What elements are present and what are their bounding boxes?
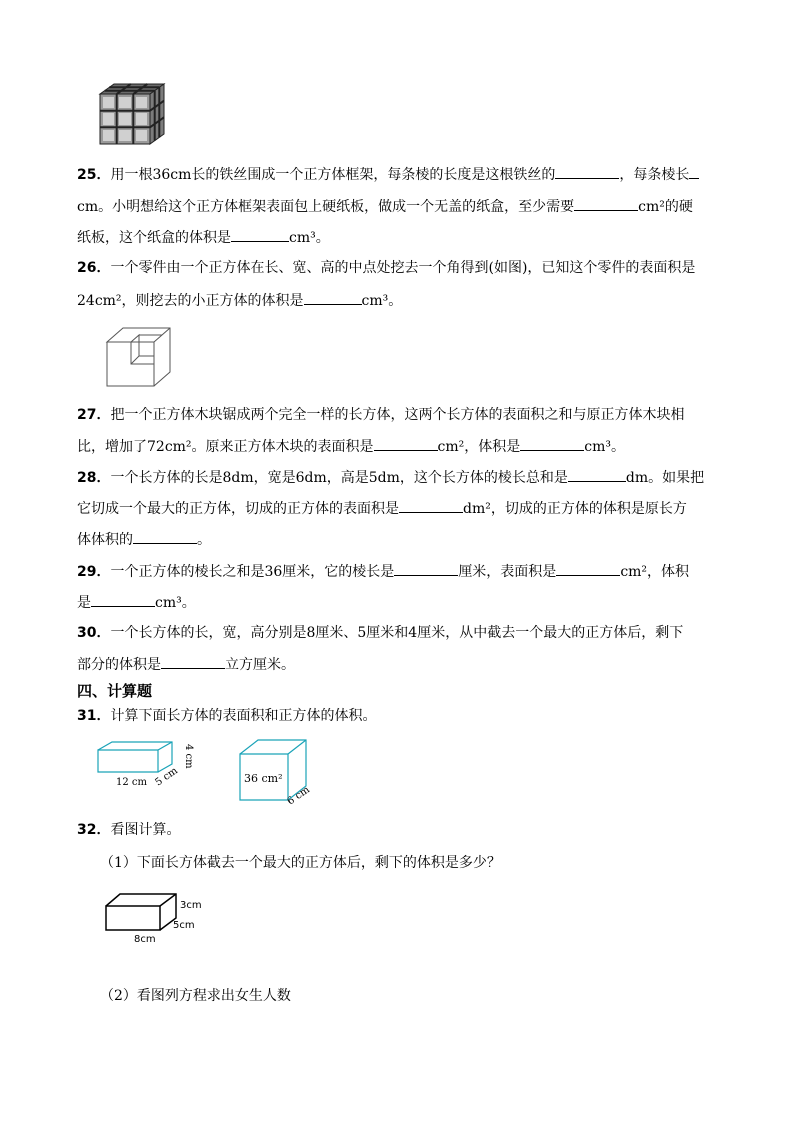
question-number: 31． bbox=[77, 708, 111, 724]
rubik-cube-image bbox=[96, 82, 168, 148]
answer-blank[interactable] bbox=[568, 467, 626, 482]
q29-text: 一个正方体的棱长之和是36厘米，它的棱长是 bbox=[110, 564, 395, 580]
q25-text: cm。小明想给这个正方体框架表面包上硬纸板，做成一个无盖的纸盒，至少需要 bbox=[77, 199, 575, 215]
section-heading: 四、计算题 bbox=[77, 682, 153, 700]
q31-text: 计算下面长方体的表面积和正方体的体积。 bbox=[110, 708, 377, 724]
q30-text: 一个长方体的长，宽，高分别是8厘米、5厘米和4厘米，从中截去一个最大的正方体后，剩下 bbox=[110, 625, 684, 641]
q28-text: 一个长方体的长是8dm，宽是6dm，高是5dm，这个长方体的棱长总和是 bbox=[110, 470, 568, 486]
q29-text: cm²，体积 bbox=[620, 564, 690, 580]
question-number: 30． bbox=[77, 625, 111, 641]
q25-line-2 bbox=[77, 196, 693, 217]
q32-sub2 bbox=[100, 986, 291, 1006]
q32-length-label: 8cm bbox=[134, 934, 156, 944]
q29-text: 厘米，表面积是 bbox=[458, 564, 557, 580]
notched-cube-figure bbox=[104, 326, 174, 388]
q25-text: 用一根36cm长的铁丝围成一个正方体框架，每条棱的长度是这根铁丝的 bbox=[110, 167, 556, 183]
q27-text: cm³。 bbox=[584, 439, 626, 455]
q32-sub1 bbox=[100, 853, 501, 873]
question-number: 25． bbox=[77, 167, 111, 183]
answer-blank[interactable] bbox=[394, 561, 458, 576]
q28-text: 体体积的 bbox=[77, 532, 133, 548]
answer-blank[interactable] bbox=[574, 196, 638, 211]
answer-blank[interactable] bbox=[556, 561, 620, 576]
answer-blank[interactable] bbox=[161, 654, 225, 669]
q30-line-1 bbox=[77, 623, 683, 643]
cuboid-height-label: 4 cm bbox=[183, 744, 194, 769]
q26-text: 一个零件由一个正方体在长、宽、高的中点处挖去一个角得到(如图)，已知这个零件的表面积是 bbox=[110, 260, 696, 276]
q32-sub2-text: （2）看图列方程求出女生人数 bbox=[100, 988, 291, 1004]
question-number: 29． bbox=[77, 564, 111, 580]
q26-line-2 bbox=[77, 290, 402, 311]
question-number: 28． bbox=[77, 470, 111, 486]
q25-text: cm²的硬 bbox=[638, 199, 693, 215]
q25-line-1 bbox=[77, 164, 699, 185]
q27-line-2 bbox=[77, 436, 625, 457]
q25-text: ，每条棱长 bbox=[619, 167, 690, 183]
q29-line-2 bbox=[77, 592, 196, 613]
q30-line-2 bbox=[77, 654, 295, 675]
q32-text: 看图计算。 bbox=[110, 822, 181, 838]
q28-line-1 bbox=[77, 467, 704, 488]
q28-text: 它切成一个最大的正方体，切成的正方体的表面积是 bbox=[77, 501, 399, 517]
cuboid-width-label: 5 cm bbox=[153, 765, 180, 789]
cube-figure bbox=[236, 738, 320, 806]
cube-edge-label: 6 cm bbox=[285, 784, 312, 806]
answer-blank[interactable] bbox=[520, 436, 584, 451]
question-number: 32． bbox=[77, 822, 111, 838]
answer-blank[interactable] bbox=[399, 498, 463, 513]
q27-text: 把一个正方体木块锯成两个完全一样的长方体，这两个长方体的表面积之和与原正方体木块相 bbox=[110, 407, 685, 423]
q32-height-label: 3cm bbox=[180, 900, 202, 911]
question-number: 26． bbox=[77, 260, 111, 276]
q32-line bbox=[77, 820, 180, 840]
q28-text: 。 bbox=[197, 532, 211, 548]
q32-sub1-text: （1）下面长方体截去一个最大的正方体后，剩下的体积是多少？ bbox=[100, 855, 501, 871]
cuboid-length-label: 12 cm bbox=[116, 777, 147, 788]
q26-line-1 bbox=[77, 258, 695, 278]
q25-text: 纸板，这个纸盒的体积是 bbox=[77, 230, 231, 246]
q30-text: 立方厘米。 bbox=[225, 657, 295, 673]
answer-blank[interactable] bbox=[374, 436, 438, 451]
q25-text: cm³。 bbox=[289, 230, 330, 246]
q31-line bbox=[77, 706, 376, 726]
answer-blank[interactable] bbox=[231, 227, 289, 242]
q30-text: 部分的体积是 bbox=[77, 657, 161, 673]
q28-line-2 bbox=[77, 498, 687, 519]
answer-blank[interactable] bbox=[689, 164, 699, 179]
answer-blank[interactable] bbox=[304, 290, 362, 305]
question-number: 27． bbox=[77, 407, 111, 423]
q26-text: 24cm²，则挖去的小正方体的体积是 bbox=[77, 293, 304, 309]
q29-text: cm³。 bbox=[155, 595, 196, 611]
q29-line-1 bbox=[77, 561, 689, 582]
cube-face-area-label: 36 cm² bbox=[244, 772, 283, 785]
q32-cuboid-figure bbox=[104, 892, 208, 944]
q29-text: 是 bbox=[77, 595, 91, 611]
q32-width-label: 5cm bbox=[173, 920, 195, 931]
q27-line-1 bbox=[77, 405, 684, 425]
answer-blank[interactable] bbox=[555, 164, 619, 179]
q26-text: cm³。 bbox=[361, 293, 403, 309]
q28-text: dm²，切成的正方体的体积是原长方 bbox=[463, 501, 687, 517]
answer-blank[interactable] bbox=[91, 592, 155, 607]
q27-text: cm²，体积是 bbox=[437, 439, 521, 455]
q25-line-3 bbox=[77, 227, 330, 248]
q28-text: dm。如果把 bbox=[625, 470, 705, 486]
q28-line-3 bbox=[77, 529, 211, 550]
answer-blank[interactable] bbox=[133, 529, 197, 544]
cuboid-figure bbox=[94, 738, 194, 790]
q27-text: 比，增加了72cm²。原来正方体木块的表面积是 bbox=[77, 439, 374, 455]
